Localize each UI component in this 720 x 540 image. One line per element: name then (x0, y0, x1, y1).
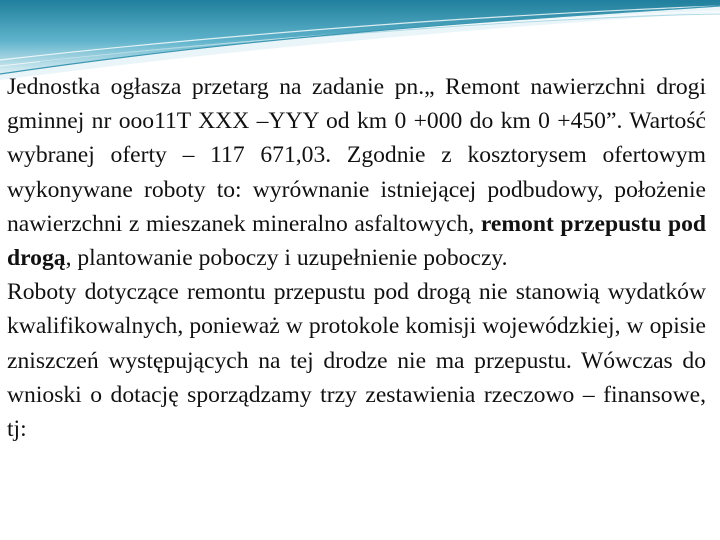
wave-header-decoration (0, 0, 720, 80)
paragraph-tender-bold: remont przepustu pod drogą (7, 210, 706, 272)
paragraph-culvert: Roboty dotyczące remontu przepustu pod drogą nie stanowią wydatków kwalifikowalnych, ponieważ w protokole komisji wojewódzkiej, w opisie zniszczeń występujących na tej drodze nie ma przepustu. Wówczas do wnioski o dotację sporządzamy trzy zestawienia rzeczowo – finansowe, tj: (7, 279, 706, 443)
paragraph-tender (7, 70, 706, 275)
slide-text (7, 70, 706, 446)
paragraph-tender-part2: , plantowanie poboczy i uzupełnienie poboczy. (65, 245, 508, 272)
paragraph-tender-part1: Jednostka ogłasza przetarg na zadanie pn.„ Remont nawierzchni drogi gminnej nr ooo11T XXX –YYY od km 0 +000 do km 0 +450”. Wartość wybranej oferty – 117 671,03. Zgodnie z kosztorysem ofertowym wykonywane roboty to: wyrównanie istniejącej podbudowy, położenie nawierzchni z mieszanek mineralno asfaltowych, (7, 74, 706, 237)
